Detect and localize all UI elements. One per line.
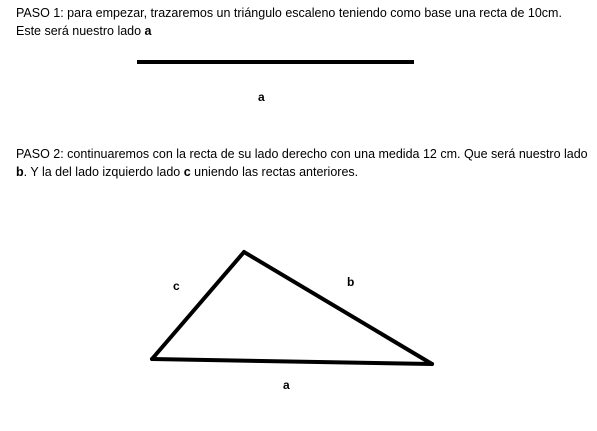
triangle-side-a [152,359,432,364]
step-2-text-after: uniendo las rectas anteriores. [190,165,359,179]
step-1-text: PASO 1: para empezar, trazaremos un triángulo escaleno teniendo como base una recta de 10cm. Este será nuestro lado [16,6,562,38]
triangle-side-b [244,252,432,364]
step-2-side-c: c [183,165,191,179]
label-b-triangle: b [347,275,355,289]
triangle-side-c [152,252,244,359]
label-a-base-line: a [258,90,265,104]
step-1-side-a: a [144,24,152,38]
step-2-text-before: PASO 2: continuaremos con la recta de su lado derecho con una medida 12 cm. Que será nuestro lado [16,147,588,161]
step-2-text-middle: . Y la del lado izquierdo lado [23,165,184,179]
label-c-triangle: c [173,279,180,293]
label-a-triangle: a [283,378,290,392]
step-2-side-b: b [16,165,24,179]
